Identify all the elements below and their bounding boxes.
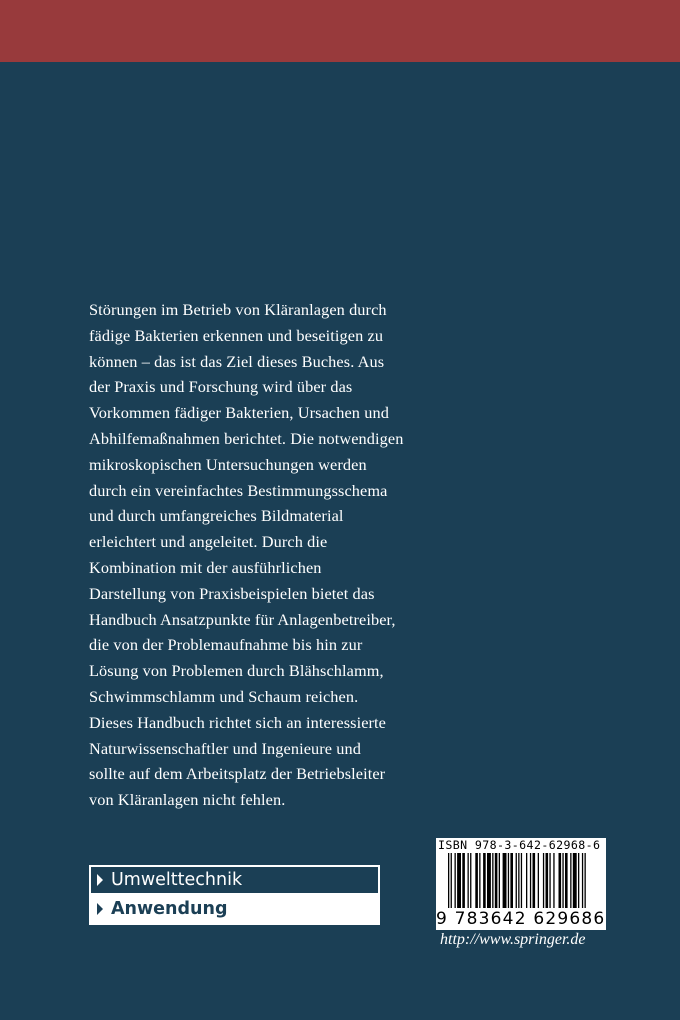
barcode-bar (451, 853, 452, 908)
blurb-line: Abhilfemaßnahmen berichtet. Die notwendigen (89, 428, 404, 448)
blurb-line: Störungen im Betrieb von Kläranlagen durch (89, 300, 387, 319)
barcode-bar (553, 853, 554, 908)
barcode-bar (499, 853, 500, 908)
blurb-line: von Kläranlagen nicht fehlen. (89, 790, 286, 810)
barcode-bar (475, 853, 478, 908)
barcode-bar (565, 853, 568, 908)
blurb-line: mikroskopischen Untersuchungen werden (89, 454, 367, 474)
barcode-bar (549, 853, 550, 908)
barcode-bars (436, 853, 606, 913)
barcode-bar (479, 853, 480, 908)
barcode-bar (487, 853, 491, 908)
barcode-bar (543, 853, 544, 908)
category-primary-label: Umwelttechnik (111, 870, 243, 890)
blurb-line: Darstellung von Praxisbeispielen bietet das (89, 583, 375, 603)
barcode-bar (521, 853, 522, 908)
barcode-bar (492, 853, 493, 908)
blurb-line: fädige Bakterien erkennen und beseitigen zu (89, 325, 384, 345)
blurb-line: durch ein vereinfachtes Bestimmungsschema (89, 480, 388, 500)
category-secondary-label: Anwendung (111, 899, 228, 919)
barcode-bar (573, 853, 577, 908)
blurb-line: die von der Problemaufnahme bis hin zur (89, 635, 363, 655)
isbn-barcode (436, 838, 606, 930)
subject-category-box (89, 865, 380, 925)
blurb-line: sollte auf dem Arbeitsplatz der Betriebsleiter (89, 764, 386, 784)
blurb-line: Naturwissenschaftler und Ingenieure und (89, 738, 361, 758)
blurb-line: Schwimmschlamm und Schaum reichen. (89, 686, 359, 706)
top-color-band (0, 0, 680, 62)
barcode-bar (457, 853, 461, 908)
barcode-bar (510, 853, 513, 908)
blurb-line: und durch umfangreiches Bildmaterial (89, 506, 344, 526)
barcode-bar (516, 853, 517, 908)
barcode-bar (495, 853, 498, 908)
blurb-line: Vorkommen fädiger Bakterien, Ursachen und (89, 403, 389, 423)
barcode-bar (570, 853, 571, 908)
barcode-bar (538, 853, 539, 908)
triangle-right-icon (97, 903, 103, 915)
barcode-bar (503, 853, 507, 908)
blurb-line: erleichtert und angeleitet. Durch die (89, 532, 328, 552)
blurb-line: können – das ist das Ziel dieses Buches. Aus (89, 351, 385, 371)
blurb-line: Kombination mit der ausführlichen (89, 557, 322, 577)
barcode-bar (462, 853, 465, 908)
barcode-bar (526, 853, 527, 908)
triangle-right-icon (97, 874, 103, 886)
barcode-bar (470, 853, 471, 908)
blurb-line: Dieses Handbuch richtet sich an interessierte (89, 712, 387, 732)
barcode-bar (468, 853, 469, 908)
barcode-bar (559, 853, 562, 908)
barcode-bar (455, 853, 456, 908)
ean-digits: 9 783642 629686 (436, 909, 606, 929)
category-secondary (91, 895, 378, 923)
blurb-line: Handbuch Ansatzpunkte für Anlagenbetreiber, (89, 609, 396, 629)
barcode-bar (448, 853, 449, 908)
barcode-bar (578, 853, 579, 908)
barcode-bar (508, 853, 509, 908)
isbn-label: ISBN 978-3-642-62968-6 (438, 838, 601, 852)
blurb-line: Lösung von Problemen durch Blähschlamm, (89, 661, 384, 681)
barcode-bar (562, 853, 563, 908)
barcode-bar (582, 853, 583, 908)
barcode-bar (483, 853, 486, 908)
barcode-bar (585, 853, 586, 908)
back-cover-blurb (89, 297, 429, 813)
barcode-bar (518, 853, 519, 908)
barcode-bar (530, 853, 531, 908)
barcode-bar (533, 853, 536, 908)
barcode-bar (546, 853, 549, 908)
blurb-line: der Praxis und Forschung wird über das (89, 377, 353, 397)
category-primary (91, 867, 378, 895)
publisher-url[interactable]: http://www.springer.de (440, 931, 586, 948)
